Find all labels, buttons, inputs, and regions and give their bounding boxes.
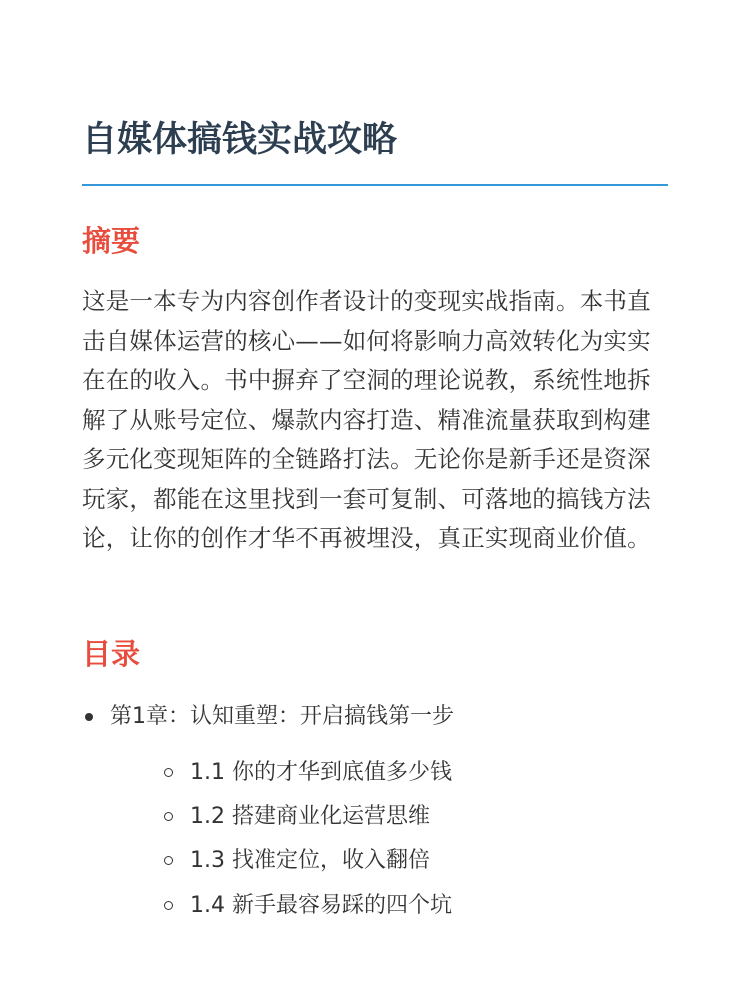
- toc-heading: 目录: [82, 637, 141, 671]
- bullet-disc-icon: [85, 713, 93, 721]
- summary-paragraph: 这是一本专为内容创作者设计的变现实战指南。本书直击自媒体运营的核心——如何将影响力高效转化为实实在在的收入。书中摒弃了空洞的理论说教，系统性地拆解了从账号定位、爆款内容打造、精准流量获取到构建多元化变现矩阵的全链路打法。无论你是新手还是资深玩家，都能在这里找到一套可复制、可落地的搞钱方法论，让你的创作才华不再被埋没，真正实现商业价值。: [82, 287, 651, 552]
- toc-section-1-4: [190, 889, 452, 923]
- bullet-circle-icon: [164, 812, 173, 821]
- title-divider: [82, 184, 668, 186]
- bullet-circle-icon: [164, 768, 173, 777]
- toc-section-label: 1.3 找准定位，收入翻倍: [190, 848, 430, 873]
- toc-section-label: 1.2 搭建商业化运营思维: [190, 804, 430, 829]
- bullet-circle-icon: [164, 856, 173, 865]
- toc-section-label: 1.4 新手最容易踩的四个坑: [190, 893, 452, 918]
- toc-chapter-1: [110, 700, 454, 734]
- bullet-circle-icon: [164, 901, 173, 910]
- toc-section-label: 1.1 你的才华到底值多少钱: [190, 760, 452, 785]
- toc-section-1-3: [190, 844, 430, 878]
- summary-heading: 摘要: [82, 224, 141, 258]
- toc-section-1-2: [190, 800, 430, 834]
- toc-section-1-1: [190, 756, 452, 790]
- toc-chapter-label: 第1章：认知重塑：开启搞钱第一步: [110, 704, 454, 729]
- document-title: 自媒体搞钱实战攻略: [82, 120, 398, 160]
